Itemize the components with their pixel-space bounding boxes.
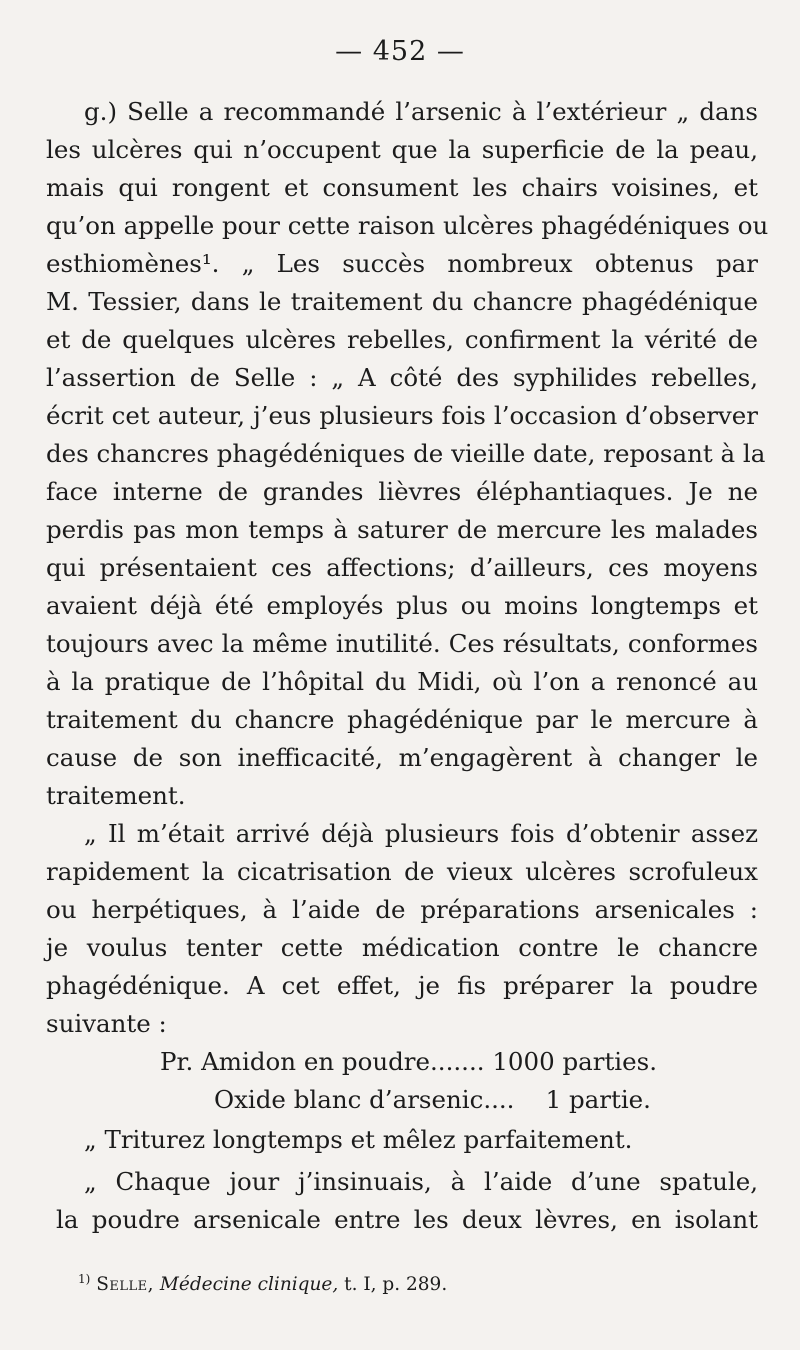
text-line-8: l’assertion de Selle : „ A côté des syphilides rebelles,	[46, 363, 758, 392]
text-line-22: ou herpétiques, à l’aide de préparations arsenicales :	[46, 895, 758, 924]
text-line-21: rapidement la cicatrisation de vieux ulcères scrofuleux	[46, 857, 758, 886]
footnote-marker: 1)	[78, 1271, 91, 1286]
text-line-26: „ Triturez longtemps et mêlez parfaitement.	[84, 1125, 633, 1154]
text-line-4: qu’on appelle pour cette raison ulcères phagédéniques ou	[46, 211, 769, 240]
text-line-17: traitement du chancre phagédénique par le mercure à	[46, 705, 758, 734]
text-line-2: les ulcères qui n’occupent que la superficie de la peau,	[46, 135, 758, 164]
text-line-20: „ Il m’était arrivé déjà plusieurs fois d’obtenir assez	[84, 819, 758, 848]
footnote	[78, 1272, 447, 1298]
text-line-25: suivante :	[46, 1009, 167, 1038]
page-number: — 452 —	[335, 36, 465, 67]
text-line-16: à la pratique de l’hôpital du Midi, où l’on a renoncé au	[46, 667, 758, 696]
recipe-line-1: Pr. Amidon en poudre....... 1000 parties.	[160, 1047, 657, 1076]
text-line-23: je voulus tenter cette médication contre le chancre	[46, 933, 758, 962]
recipe-line-2: Oxide blanc d’arsenic.... 1 partie.	[214, 1085, 651, 1114]
text-line-5: esthiomènes¹. „ Les succès nombreux obtenus par	[46, 249, 758, 278]
text-line-1: g.) Selle a recommandé l’arsenic à l’extérieur „ dans	[84, 97, 758, 126]
text-line-12: perdis pas mon temps à saturer de mercure les malades	[46, 515, 758, 544]
text-line-18: cause de son inefficacité, m’engagèrent à changer le	[46, 743, 758, 772]
footnote-author: Selle,	[96, 1274, 155, 1295]
text-line-9: écrit cet auteur, j’eus plusieurs fois l’occasion d’observer	[46, 401, 758, 430]
text-line-3: mais qui rongent et consument les chairs voisines, et	[46, 173, 758, 202]
text-line-13: qui présentaient ces affections; d’ailleurs, ces moyens	[46, 553, 758, 582]
text-line-19: traitement.	[46, 781, 186, 810]
text-line-27: „ Chaque jour j’insinuais, à l’aide d’une spatule,	[84, 1167, 758, 1196]
footnote-reference: t. I, p. 289.	[344, 1274, 448, 1295]
text-line-14: avaient déjà été employés plus ou moins longtemps et	[46, 591, 758, 620]
text-line-28: la poudre arsenicale entre les deux lèvres, en isolant	[56, 1205, 758, 1234]
footnote-work: Médecine clinique,	[159, 1274, 339, 1295]
text-line-11: face interne de grandes lièvres éléphantiaques. Je ne	[46, 477, 758, 506]
text-line-10: des chancres phagédéniques de vieille date, reposant à la	[46, 439, 766, 468]
text-line-15: toujours avec la même inutilité. Ces résultats, conformes	[46, 629, 758, 658]
text-line-7: et de quelques ulcères rebelles, confirment la vérité de	[46, 325, 758, 354]
text-line-6: M. Tessier, dans le traitement du chancre phagédénique	[46, 287, 758, 316]
text-line-24: phagédénique. A cet effet, je fis préparer la poudre	[46, 971, 758, 1000]
